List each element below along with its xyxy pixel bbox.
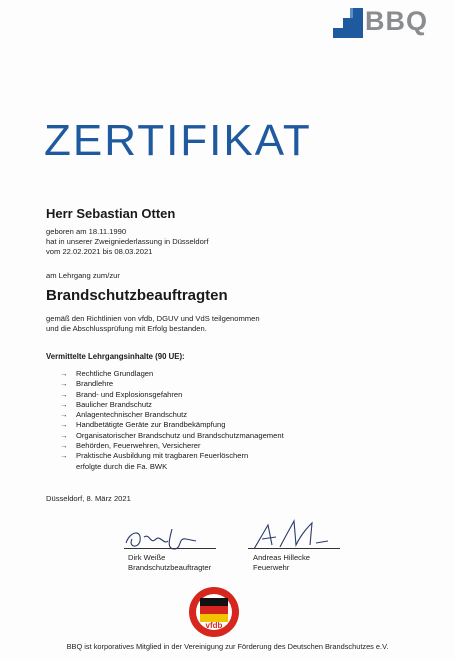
list-item: → Brandlehre: [60, 379, 114, 389]
signature-line: [248, 548, 340, 549]
signer-block: [128, 553, 211, 573]
bbq-logo: [333, 8, 439, 42]
svg-text:vfdb: vfdb: [205, 621, 223, 630]
guidelines-text: [46, 314, 260, 334]
logo-text: BBQ: [365, 6, 428, 36]
period-line: vom 22.02.2021 bis 08.03.2021: [46, 247, 153, 256]
list-item: → Baulicher Brandschutz: [60, 399, 152, 409]
signer-name: Andreas Hillecke: [253, 553, 310, 562]
list-item: → Brand- und Explosionsgefahren: [60, 389, 183, 399]
list-item: → Rechtliche Grundlagen: [60, 369, 154, 378]
arrow-icon: →: [60, 430, 68, 440]
course-name: Brandschutzbeauftragten: [46, 287, 228, 304]
logo-steps-icon: [333, 8, 363, 38]
arrow-icon: →: [60, 410, 68, 420]
branch-line: hat in unserer Zweigniederlassung in Düsseldorf: [46, 237, 209, 246]
footer-text: BBQ ist korporatives Mitglied in der Vereinigung zur Förderung des Deutschen Brandschutzes e.V.: [66, 642, 389, 651]
birth-date-line: geboren am 18.11.1990: [46, 227, 127, 236]
list-item: → Handbetätigte Geräte zur Brandbekämpfung: [60, 420, 226, 430]
signer-name: Dirk Weiße: [128, 553, 166, 562]
arrow-icon: →: [60, 369, 68, 378]
vfdb-seal: [188, 586, 240, 638]
arrow-icon: →: [60, 451, 68, 461]
arrow-icon: →: [60, 441, 68, 451]
guidelines-line: und die Abschlussprüfung mit Erfolg bestanden.: [46, 324, 207, 333]
recipient-name: Herr Sebastian Otten: [46, 206, 176, 221]
arrow-icon: →: [60, 399, 68, 409]
topics-list: [60, 369, 284, 472]
signer-block: [253, 553, 310, 573]
topics-heading: Vermittelte Lehrgangsinhalte (90 UE):: [46, 352, 185, 361]
arrow-icon: →: [60, 379, 68, 389]
signer-role: Feuerwehr: [253, 563, 290, 572]
date-place: Düsseldorf, 8. März 2021: [46, 494, 131, 503]
signature-andreas-hillecke: [250, 515, 330, 555]
signature-line: [124, 548, 216, 549]
signature-dirk-weisse: [120, 515, 200, 555]
list-item: → Anlagentechnischer Brandschutz: [60, 410, 188, 420]
guidelines-line: gemäß den Richtlinien von vfdb, DGUV und VdS teilgenommen: [46, 314, 260, 323]
arrow-icon: →: [60, 389, 68, 399]
signer-role: Brandschutzbeauftragter: [128, 563, 212, 572]
course-intro: am Lehrgang zum/zur: [46, 271, 120, 280]
certificate-title: ZERTIFIKAT: [44, 116, 312, 165]
recipient-details: [46, 227, 209, 257]
list-item: → Organisatorischer Brandschutz und Brandschutzmanagement: [60, 430, 284, 440]
list-item: → Behörden, Feuerwehren, Versicherer: [60, 441, 201, 451]
list-item: → Praktische Ausbildung mit tragbaren Feuerlöschern erfolgte durch die Fa. BWK: [60, 451, 249, 471]
arrow-icon: →: [60, 420, 68, 430]
